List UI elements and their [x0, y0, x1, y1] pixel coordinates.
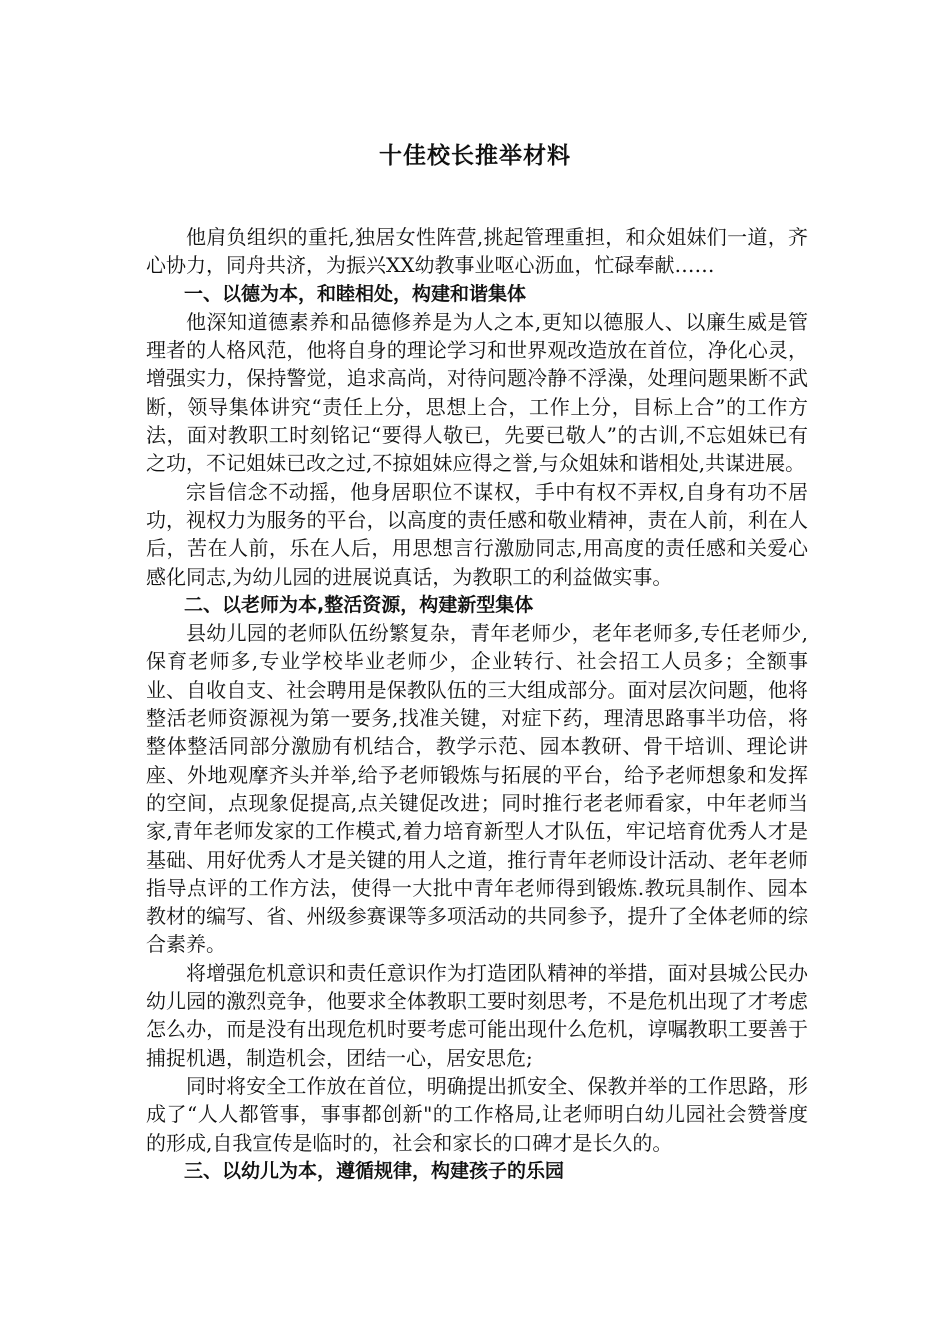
- section-1-paragraph-2: 宗旨信念不动摇，他身居职位不谋权，手中有权不弄权,自身有功不居功，视权力为服务的平台，以高度的责任感和敬业精神，责在人前，利在人后，苦在人前，乐在人后，用思想言行激励同志,用高度的责任感和关爱心感化同志,为幼儿园的进展说真话，为教职工的利益做实事。: [146, 479, 808, 589]
- section-3-heading: 三、以幼儿为本，遵循规律，构建孩子的乐园: [184, 1159, 565, 1182]
- section-1-paragraph-1: 他深知道德素养和品德修养是为人之本,更知以德服人、以廉生威是管理者的人格风范，他将自身的理论学习和世界观改造放在首位，净化心灵，增强实力，保持警觉，追求高尚，对待问题冷静不浮澡，处理问题果断不武断，领导集体讲究“责任上分，思想上合，工作上分，目标上合”的工作方法，面对教职工时刻铭记“要得人敬已，先要已敬人”的古训,不忘姐妹已有之功，不记姐妹已改之过,不掠姐妹应得之誉,与众姐妹和谐相处,共谋进展。: [146, 309, 808, 476]
- section-2-heading: 二、以老师为本,整活资源，构建新型集体: [184, 593, 534, 616]
- section-2-paragraph-3: 同时将安全工作放在首位，明确提出抓安全、保教并举的工作思路，形成了“人人都管事，事事都创新"的工作格局,让老师明白幼儿园社会赞誉度的形成,自我宣传是临时的，社会和家长的口碑才是长久的。: [146, 1073, 808, 1155]
- section-2-paragraph-1: 县幼儿园的老师队伍纷繁复杂，青年老师少，老年老师多,专任老师少,保育老师多,专业学校毕业老师少，企业转行、社会招工人员多；全额事业、自收自支、社会聘用是保教队伍的三大组成部分。面对层次问题，他将整活老师资源视为第一要务,找准关键，对症下药，理清思路事半功倍，将整体整活同部分激励有机结合，教学示范、园本教研、骨干培训、理论讲座、外地观摩齐头并举,给予老师锻炼与拓展的平台，给予老师想象和发挥的空间，点现象促提高,点关键促改进；同时推行老老师看家，中年老师当家,青年老师发家的工作模式,着力培育新型人才队伍，牢记培育优秀人才是基础、用好优秀人才是关键的用人之道，推行青年老师设计活动、老年老师指导点评的工作方法，使得一大批中青年老师得到锻炼.教玩具制作、园本教材的编写、省、州级参赛课等多项活动的共同参予，提升了全体老师的综合素养。: [146, 621, 808, 957]
- document-title: 十佳校长推举材料: [379, 143, 571, 169]
- intro-paragraph: 他肩负组织的重托,独居女性阵营,挑起管理重担，和众姐妹们一道，齐心协力，同舟共济，为振兴XX幼教事业呕心沥血，忙碌奉献……: [146, 225, 808, 278]
- document-body: [146, 223, 808, 1185]
- section-2-paragraph-2: 将增强危机意识和责任意识作为打造团队精神的举措，面对县城公民办幼儿园的激烈竞争，他要求全体教职工要时刻思考，不是危机出现了才考虑怎么办，而是没有出现危机时要考虑可能出现什么危机，谆嘱教职工要善于捕捉机遇，制造机会，团结一心，居安思危;: [146, 960, 808, 1070]
- section-1-heading: 一、以德为本，和睦相处，构建和谐集体: [184, 282, 527, 305]
